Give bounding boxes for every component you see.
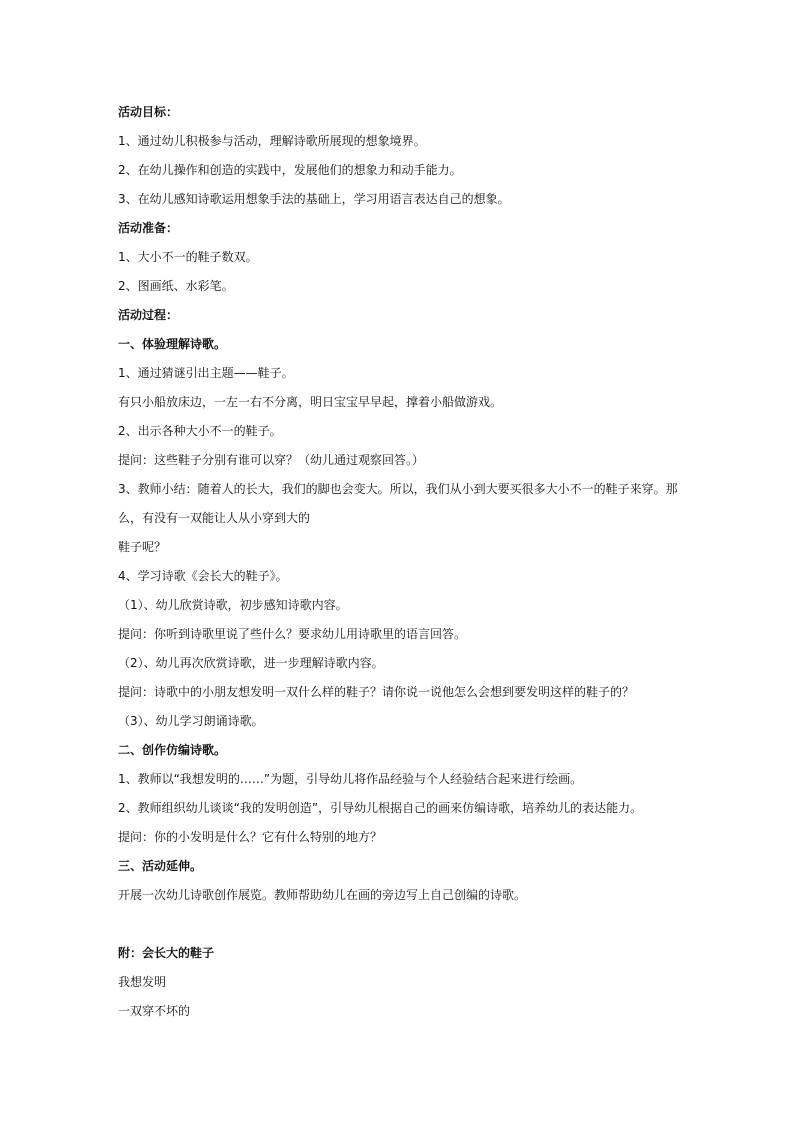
step-1-1: 1、通过猜谜引出主题——鞋子。 [118, 366, 294, 380]
substep-1: （1）、幼儿欣赏诗歌，初步感知诗歌内容。 [118, 598, 348, 612]
prep-1: 1、大小不一的鞋子数双。 [118, 250, 258, 264]
question-2: 提问：你听到诗歌里说了些什么？要求幼儿用诗歌里的语言回答。 [118, 627, 467, 641]
heading-activity-preparation: 活动准备： [118, 221, 179, 235]
question-4: 提问：你的小发明是什么？它有什么特别的地方？ [118, 830, 383, 844]
extension-text: 开展一次幼儿诗歌创作展览。教师帮助幼儿在画的旁边写上自己创编的诗歌。 [118, 888, 527, 902]
substep-3: （3）、幼儿学习朗诵诗歌。 [118, 714, 264, 728]
step-1-3-continued: 么，有没有一双能让人从小穿到大的 [118, 511, 311, 525]
substep-2: （2）、幼儿再次欣赏诗歌，进一步理解诗歌内容。 [118, 656, 384, 670]
poem-line-1: 我想发明 [118, 975, 167, 989]
step-1-2: 2、出示各种大小不一的鞋子。 [118, 424, 282, 438]
section-1-heading: 一、体验理解诗歌。 [118, 337, 227, 351]
step-1-3-end: 鞋子呢？ [118, 540, 167, 554]
goal-2: 2、在幼儿操作和创造的实践中，发展他们的想象力和动手能力。 [118, 163, 462, 177]
step-2-2: 2、教师组织幼儿谈谈“我的发明创造”，引导幼儿根据自己的画来仿编诗歌，培养幼儿的表达能力。 [118, 801, 643, 815]
goal-3: 3、在幼儿感知诗歌运用想象手法的基础上，学习用语言表达自己的想象。 [118, 192, 510, 206]
heading-activity-process: 活动过程： [118, 308, 179, 322]
question-3: 提问：诗歌中的小朋友想发明一双什么样的鞋子？请你说一说他怎么会想到要发明这样的鞋子的？ [118, 685, 635, 699]
question-1: 提问：这些鞋子分别有谁可以穿？（幼儿通过观察回答。） [118, 453, 425, 467]
riddle-text: 有只小船放床边，一左一右不分离，明日宝宝早早起，撑着小船做游戏。 [118, 395, 503, 409]
goal-1: 1、通过幼儿积极参与活动，理解诗歌所展现的想象境界。 [118, 134, 426, 148]
step-1-3: 3、教师小结：随着人的长大，我们的脚也会变大。所以，我们从小到大要买很多大小不一的鞋子来穿。那 [118, 482, 678, 496]
step-1-4: 4、学习诗歌《会长大的鞋子》。 [118, 569, 288, 583]
section-2-heading: 二、创作仿编诗歌。 [118, 743, 227, 757]
step-2-1: 1、教师以“我想发明的……”为题，引导幼儿将作品经验与个人经验结合起来进行绘画。 [118, 772, 583, 786]
heading-activity-goals: 活动目标： [118, 105, 179, 119]
appendix-heading: 附：会长大的鞋子 [118, 946, 215, 960]
prep-2: 2、图画纸、水彩笔。 [118, 279, 234, 293]
section-3-heading: 三、活动延伸。 [118, 859, 203, 873]
poem-line-2: 一双穿不坏的 [118, 1004, 191, 1018]
